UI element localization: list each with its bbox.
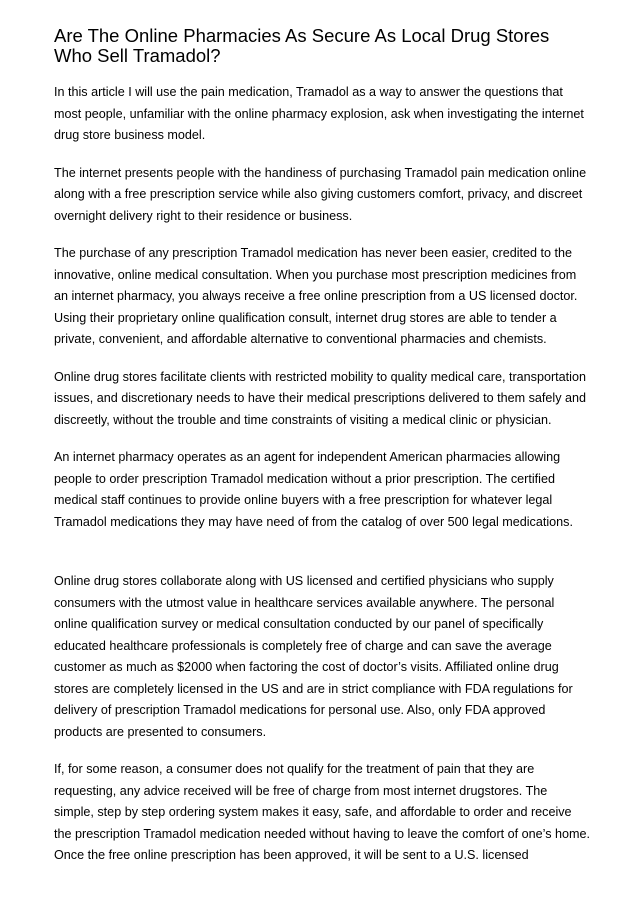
document-page <box>54 26 590 883</box>
paragraph-2: The internet presents people with the handiness of purchasing Tramadol pain medication online along with a free prescription service while also giving customers comfort, privacy, and discreet overnight delivery right to their residence or business. <box>54 165 587 223</box>
paragraph-6: Online drug stores collaborate along with US licensed and certified physicians who supply consumers with the utmost value in healthcare services available anywhere. The personal online qualification survey or medical consultation conducted by our panel of specifically educated healthcare professionals is completely free of charge and can save the average customer as much as $2000 when factoring the cost of doctor’s visits. Affiliated online drug stores are completely licensed in the US and are in strict compliance with FDA regulations for delivery of prescription Tramadol medications for personal use. Also, only FDA approved products are presented to consumers. <box>54 574 573 739</box>
paragraph-7: If, for some reason, a consumer does not qualify for the treatment of pain that they are requesting, any advice received will be free of charge from most internet drugstores. The simple, step by step ordering system makes it easy, safe, and affordable to order and receive the prescription Tramadol medication needed without having to leave the comfort of one’s home. Once the free online prescription has been approved, it will be sent to a U.S. licensed <box>54 762 591 862</box>
paragraph-4: Online drug stores facilitate clients with restricted mobility to quality medical care, transportation issues, and discretionary needs to have their medical prescriptions delivered to them safely and discreetly, without the trouble and time constraints of visiting a medical clinic or physician. <box>54 369 587 427</box>
paragraph-3: The purchase of any prescription Tramadol medication has never been easier, credited to the innovative, online medical consultation. When you purchase most prescription medicines from an internet pharmacy, you always receive a free online prescription from a US licensed doctor. Using their proprietary online qualification consult, internet drug stores are able to tender a private, convenient, and affordable alternative to conventional pharmacies and chemists. <box>54 246 578 346</box>
paragraph-1: In this article I will use the pain medication, Tramadol as a way to answer the questions that most people, unfamiliar with the online pharmacy explosion, ask when investigating the internet drug store business model. <box>54 85 584 142</box>
paragraph-5: An internet pharmacy operates as an agent for independent American pharmacies allowing people to order prescription Tramadol medication without a prior prescription. The certified medical staff continues to provide online buyers with a free prescription for whatever legal Tramadol medications they may have need of from the catalog of over 500 legal medications. <box>54 450 573 529</box>
document-title: Are The Online Pharmacies As Secure As Local Drug Stores Who Sell Tramadol? <box>54 25 550 66</box>
